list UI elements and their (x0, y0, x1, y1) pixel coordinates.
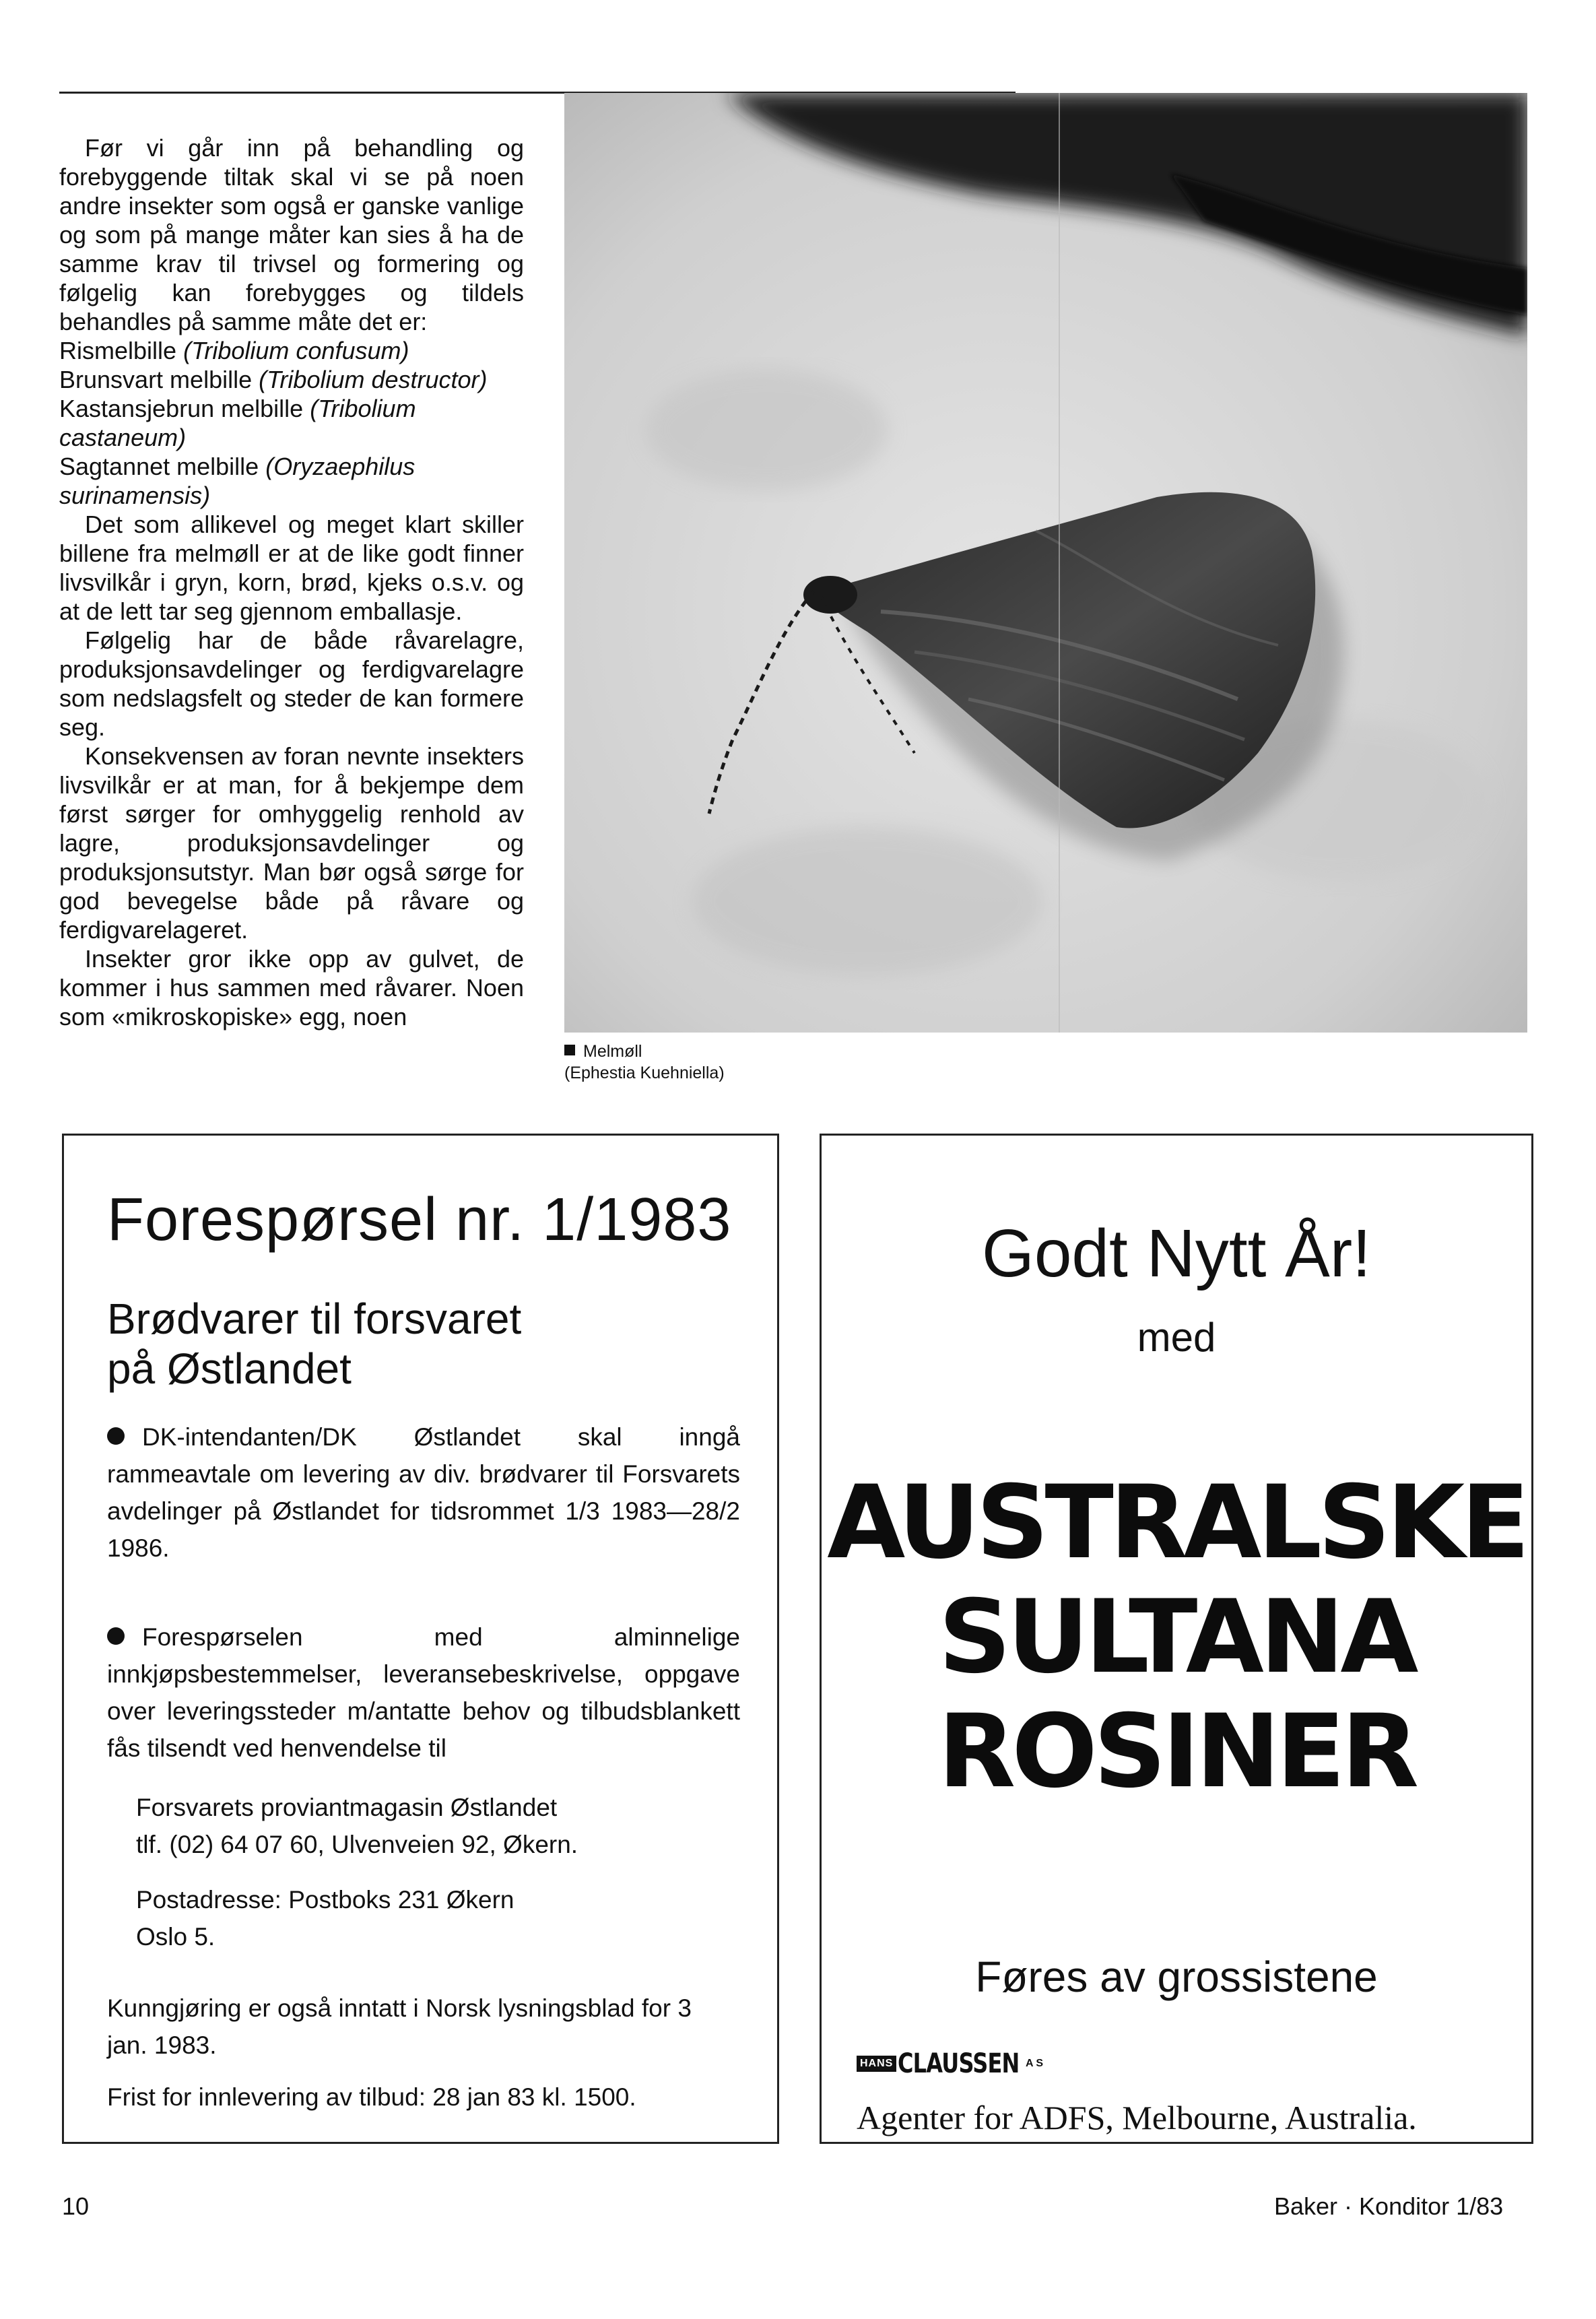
article-paragraph-5: Insekter gror ikke opp av gulvet, de kommer i hus sammen med råvarer. Noen som «mikroskopiske» egg, noen (59, 945, 524, 1031)
ad-big-word-1: AUSTRALSKE (827, 1464, 1526, 1581)
page-number: 10 (62, 2192, 90, 2220)
moth-photo (564, 93, 1527, 1033)
ad-big-word-2: SULTANA (938, 1579, 1415, 1696)
notice-address: Forsvarets proviantmagasin Østlandet tlf. (02) 64 07 60, Ulvenveien 92, Økern. (136, 1794, 578, 1858)
notice-kunngjoring: Kunngjøring er også inntatt i Norsk lysningsblad for 3 jan. 1983. (107, 1994, 692, 2059)
hans-claussen-logo (857, 2048, 1043, 2079)
article-paragraph-3: Følgelig har de både råvarelagre, produksjonsavdelinger og ferdigvarelagre som nedslagsfelt og steder de kan formere seg. (59, 626, 524, 741)
ad-med: med (1137, 1315, 1216, 1360)
notice-postal-address: Postadresse: Postboks 231 Økern Oslo 5. (136, 1886, 514, 1951)
photo-caption: Melmøll (Ephestia Kuehniella) (564, 1042, 725, 1082)
beetle-item-1: Rismelbille (Tribolium confusum) (59, 337, 409, 364)
article-body (59, 133, 524, 1031)
bullet-dot (107, 1627, 125, 1645)
article-paragraph-2: Det som allikevel og meget klart skiller billene fra melmøll er at de like godt finner livsvilkår i gryn, korn, brød, kjeks o.s.v. og at de lett tar seg gjennom emballasje. (59, 511, 524, 625)
notice-deadline: Frist for innlevering av tilbud: 28 jan 83 kl. 1500. (107, 2083, 636, 2111)
logo-suffix: A S (1026, 2058, 1044, 2069)
publication-footer: Baker · Konditor 1/83 (1274, 2192, 1504, 2220)
notice-title: Forespørsel nr. 1/1983 (107, 1186, 732, 1253)
notice-subtitle: Brødvarer til forsvaret på Østlandet (107, 1295, 522, 1393)
article-column (59, 94, 524, 1031)
ad-big-word-3: ROSINER (937, 1693, 1416, 1810)
notice-bullet-1: DK-intendanten/DK Østlandet skal inngå rammeavtale om levering av div. brødvarer til Forsvarets avdelinger på Østlandet for tidsrommet 1/3 1983—28/2 1986. (107, 1423, 740, 1562)
tender-notice-box (62, 1134, 779, 2144)
moth-illustration (564, 93, 1527, 1033)
beetle-item-3: Kastansjebrun melbille (Tribolium castaneum) (59, 395, 416, 451)
logo-name: CLAUSSEN (898, 2048, 1020, 2079)
logo-badge: HANS (857, 2056, 896, 2072)
ad-headline: Godt Nytt År! (982, 1216, 1371, 1291)
caption-bullet (564, 1045, 575, 1055)
article-paragraph-4: Konsekvensen av foran nevnte insekters livsvilkår er at man, for å bekjempe dem først sørger for omhyggelig renhold av lagre, produksjonsavdelinger og produksjonsutstyr. Man bør også sørge for god bevegelse både på råvare og ferdigvarelageret. (59, 742, 524, 944)
article-paragraph-intro: Før vi går inn på behandling og forebyggende tiltak skal vi se på noen andre insekter som også er ganske vanlige og som på mange måter kan sies å ha de samme krav til trivsel og formering og følgelig kan forebygges og tildels behandles på samme måte det er: (59, 134, 524, 335)
ad-agent-line: Agenter for ADFS, Melbourne, Australia. (857, 2099, 1417, 2136)
bullet-dot (107, 1427, 125, 1445)
beetle-item-2: Brunsvart melbille (Tribolium destructor) (59, 366, 488, 393)
raisin-advertisement (820, 1134, 1533, 2144)
beetle-item-4: Sagtannet melbille (Oryzaephilus surinamensis) (59, 453, 415, 509)
ad-distributor-line: Føres av grossistene (975, 1953, 1378, 2001)
notice-bullet-2: Forespørselen med alminnelige innkjøpsbestemmelser, leveransebeskrivelse, oppgave over leveringssteder m/antatte behov og tilbudsblankett fås tilsendt ved henvendelse til (107, 1623, 740, 1762)
